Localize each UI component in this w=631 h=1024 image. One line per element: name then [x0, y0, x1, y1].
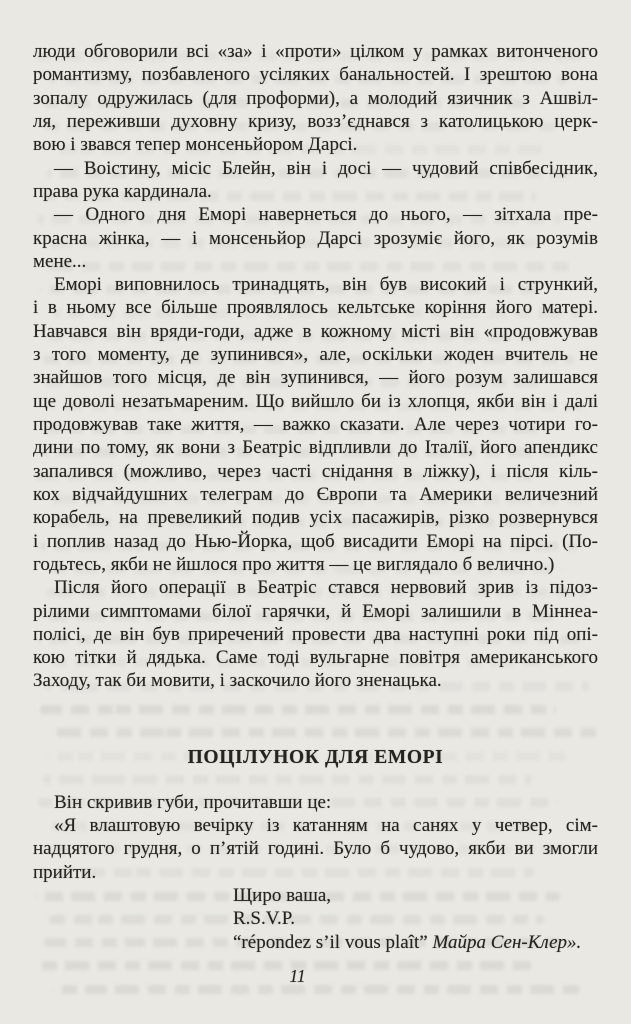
text-line: з того моменту, де зупинився», але, оскільки жоден вчитель не — [33, 344, 598, 366]
text-line: корабель, на превеликий подив усіх пасажирів, різко розвернувся — [33, 507, 598, 529]
paragraph — [33, 576, 598, 693]
paragraph — [33, 203, 598, 273]
text-line: права рука кардинала. — [33, 180, 212, 202]
text-line: красна жінка, — і монсеньйор Дарсі зрозуміє його, як розумів — [33, 227, 598, 249]
text-block — [33, 40, 598, 987]
signature-name: Майра Сен-Клер». — [432, 931, 582, 953]
text-line: Еморі виповнилось тринадцять, він був високий і стрункий, — [54, 274, 598, 296]
text-line: запалився (можливо, через часті снідання в ліжку), і після кіль- — [33, 460, 598, 482]
body-paragraphs-top — [33, 40, 598, 693]
text-line: дини по тому, як вони з Беатріс відпливли до Італії, його апендикс — [33, 437, 598, 459]
text-line: і поплив назад до Нью-Йорка, щоб висадити Еморі на пірсі. (По- — [33, 530, 598, 552]
text-line: годьтесь, якби не йшлося про життя — це виглядало б велично.) — [33, 553, 555, 575]
text-line: люди обговорили всі «за» і «проти» цілком у рамках витонченого — [33, 41, 598, 62]
letter-closing — [33, 884, 598, 954]
text-line: прийти. — [33, 861, 97, 883]
text-line: рілими симптомами білої гарячки, й Еморі залишили в Міннеа- — [33, 600, 598, 622]
text-line: знайшов того місця, де він зупинився, — його розум залишався — [33, 367, 598, 389]
text-line: ще доволі незатьмареним. Що вийшло би із хлопця, якби він і далі — [33, 390, 598, 412]
text-line: Навчався він вряди-годи, адже в кожному місті він «продовжував — [33, 320, 598, 342]
text-line: мене... — [33, 250, 87, 272]
text-line: Після його операції в Беатріс стався нервовий зрив із підоз- — [54, 577, 598, 599]
text-line: продовжував таке життя, — важко сказати. Але через чотири го- — [33, 414, 598, 435]
closing-line-signature — [33, 931, 598, 954]
text-line: кох відчайдушних телеграм до Європи та Америки величезний — [33, 483, 598, 505]
text-line: кою тітки й дядька. Саме тоді вульгарне повітря американського — [33, 647, 598, 669]
rsvp-expansion: “répondez s’il vous plaît” — [233, 931, 433, 953]
closing-line: Щиро ваша, — [233, 885, 332, 906]
text-line: «Я влаштовую вечірку із катанням на санях у четвер, сім- — [54, 815, 598, 837]
paragraph — [33, 814, 598, 884]
text-line: — Одного дня Еморі навернеться до нього, — зітхала пре- — [54, 204, 598, 226]
paragraph — [33, 791, 598, 814]
page-number: 11 — [289, 965, 306, 986]
text-line: і в ньому все більше проявлялось кельтське коріння його матері. — [33, 297, 598, 319]
text-line: Заходу, так би мовити, і заскочило його зненацька. — [33, 670, 442, 692]
paragraph — [33, 40, 598, 157]
paragraph — [33, 273, 598, 576]
body-paragraphs-bottom — [33, 791, 598, 884]
paragraph — [33, 157, 598, 204]
text-line: вою і звався тепер монсеньйором Дарсі. — [33, 134, 358, 156]
text-line: зопалу одружилась (для проформи), а молодий язичник з Ашвіл- — [33, 87, 598, 109]
text-line: ля, переживши духовну кризу, возз’єднався з католицькою церк- — [33, 110, 598, 132]
text-line: Він скривив губи, прочитавши це: — [54, 791, 332, 813]
text-line: надцятого грудня, о п’ятій годині. Було б чудово, якби ви змогли — [33, 838, 598, 860]
text-line: романтизму, позбавленого усіляких банальностей. І зрештою вона — [33, 64, 598, 86]
text-line: — Воістину, місіс Блейн, він і досі — чудовий співбесідник, — [54, 157, 598, 179]
text-line: полісі, де він був приречений провести два наступні роки під опі- — [33, 623, 598, 645]
section-heading: ПОЦІЛУНОК ДЛЯ ЕМОРІ — [187, 746, 444, 768]
closing-line-rsvp-abbr: R.S.V.P. — [233, 908, 295, 930]
